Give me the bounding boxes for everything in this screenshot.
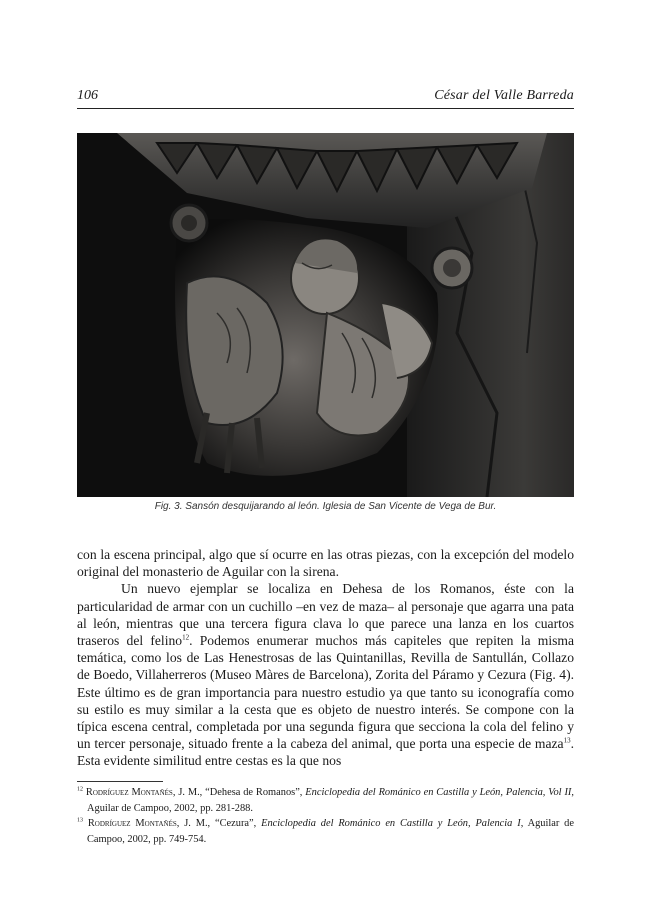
paragraph-2-part-1: Un nuevo ejemplar se localiza en Dehesa de los Romanos, éste con la particularidad de armar con un cuchillo –en vez de maza– al personaje que agarra una pata al león, mientras que una tercera figura clava lo que parece una lanza en los cuartos traseros del felino bbox=[77, 581, 574, 649]
page-header bbox=[77, 88, 574, 109]
footnote-author: Rodríguez Montañés bbox=[85, 787, 173, 798]
footnote-ref-13: 13 bbox=[563, 736, 571, 745]
footnote-divider bbox=[77, 781, 163, 782]
footnote-text: , J. M., “Dehesa de Romanos”, bbox=[172, 787, 306, 798]
footnote-ref-12: 12 bbox=[182, 633, 190, 642]
paragraph-1: con la escena principal, algo que sí ocurre en las otras piezas, con la excepción del modelo original del monasterio de Aguilar con la sirena. bbox=[77, 547, 574, 580]
footnote-title: Enciclopedia del Románico en Castilla y León, Palencia I bbox=[261, 818, 521, 830]
footnote-text: , Aguilar de Campoo, 2002, pp. 749-754. bbox=[87, 818, 574, 845]
paragraph-2 bbox=[77, 580, 574, 769]
footnote-12 bbox=[77, 785, 574, 816]
footnote-text: , Aguilar de Campoo, 2002, pp. 281-288. bbox=[87, 787, 574, 814]
page-number: 106 bbox=[77, 88, 98, 103]
paragraph-2-part-3: . Esta evidente similitud entre cestas es la que nos bbox=[77, 736, 574, 769]
body-text bbox=[77, 546, 574, 770]
footnote-13 bbox=[77, 816, 574, 847]
footnote-author: Rodríguez Montañés bbox=[87, 818, 177, 830]
figure-caption: Fig. 3. Sansón desquijarando al león. Iglesia de San Vicente de Vega de Bur. bbox=[154, 501, 497, 512]
footnote-text: , J. M., “Cezura”, bbox=[176, 818, 262, 830]
footnote-title: Enciclopedia del Románico en Castilla y León, Palencia, Vol II bbox=[305, 787, 572, 798]
footnotes bbox=[77, 785, 574, 847]
capital-sculpture-photo bbox=[77, 133, 574, 497]
figure-photo bbox=[77, 133, 574, 497]
running-head-author: César del Valle Barreda bbox=[434, 88, 574, 103]
footnote-number: 13 bbox=[77, 817, 83, 824]
footnote-number: 12 bbox=[77, 786, 83, 793]
paragraph-2-part-2: . Podemos enumerar muchos más capiteles que repiten la misma temática, como los de Las Henestrosas de las Quintanillas, Revilla de Santullán, Collazo de Boedo, Villaherreros (Museo Màres de Barcelona), Zorita del Páramo y Cezura (Fig. 4). Este último es de gran importancia para nuestro estudio ya que tanto su iconografía como su estilo es muy similar a la cesta que es objeto de nuestro interés. Se compone con la típica escena central, completada por una segunda figura que secciona la cola del felino y un tercer personaje, situado frente a la cabeza del animal, que porta una especie de maza bbox=[77, 633, 574, 752]
